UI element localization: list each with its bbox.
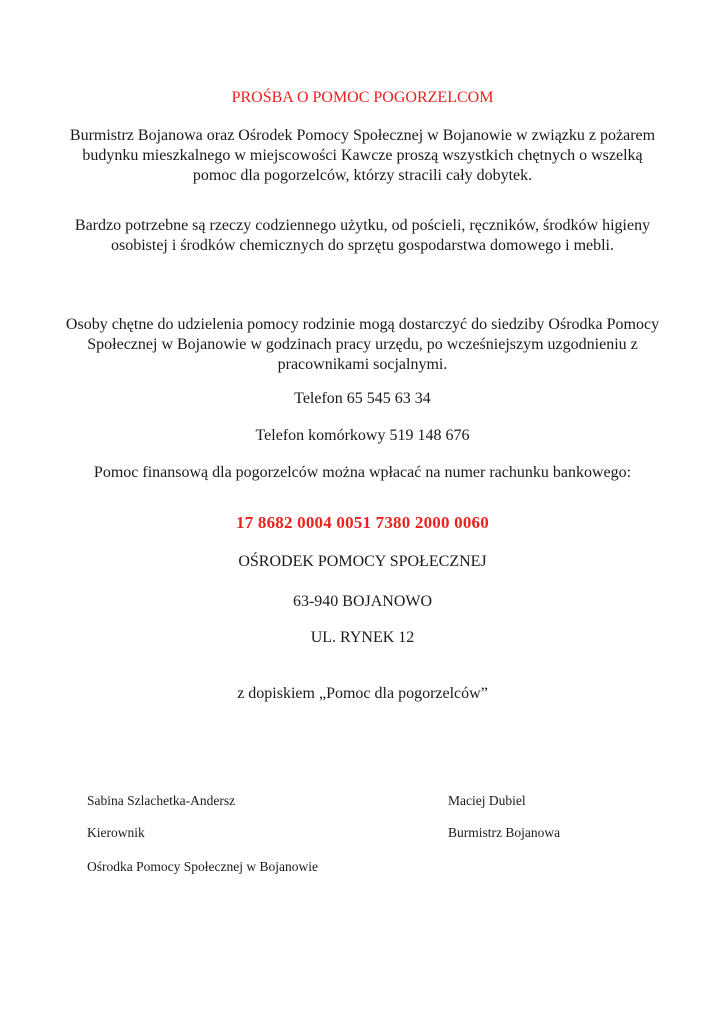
organization-name: OŚRODEK POMOCY SPOŁECZNEJ: [238, 553, 487, 570]
bank-account-number: 17 8682 0004 0051 7380 2000 0060: [236, 513, 489, 532]
signature-right-name: Maciej Dubiel: [448, 793, 526, 808]
postal-address: 63-940 BOJANOWO: [292, 593, 433, 610]
signature-left-name: Sabina Szlachetka-Andersz: [87, 793, 236, 808]
paragraph-delivery-info: Osoby chętne do udzielenia pomocy rodzinie mogą dostarczyć do siedziby Ośrodka Pomocy Społecznej w Bojanowie w godzinach pracy urzędu, po wcześniejszym uzgodnieniu z pracownikami socjalnymi.: [65, 316, 660, 373]
phone-number: Telefon 65 545 63 34: [294, 390, 431, 407]
signature-right-role: Burmistrz Bojanowa: [448, 825, 561, 840]
mobile-number: Telefon komórkowy 519 148 676: [255, 427, 470, 444]
signature-left-organization: Ośrodka Pomocy Społecznej w Bojanowie: [87, 859, 318, 874]
paragraph-needed-items: Bardzo potrzebne są rzeczy codziennego użytku, od pościeli, ręczników, środków higieny osobistej i środków chemicznych do sprzętu gospodarstwa domowego i mebli.: [74, 217, 651, 254]
transfer-note: z dopiskiem „Pomoc dla pogorzelców”: [237, 685, 488, 702]
document-title: PROŚBA O POMOC POGORZELCOM: [231, 89, 494, 106]
street-address: UL. RYNEK 12: [310, 629, 415, 646]
finance-text: Pomoc finansową dla pogorzelców można wpłacać na numer rachunku bankowego:: [93, 464, 632, 481]
signature-left-role: Kierownik: [87, 825, 145, 840]
paragraph-appeal: Burmistrz Bojanowa oraz Ośrodek Pomocy Społecznej w Bojanowie w związku z pożarem budynku mieszkalnego w miejscowości Kawcze proszą wszystkich chętnych o wszelką pomoc dla pogorzelców, którzy stracili cały dobytek.: [69, 127, 656, 184]
